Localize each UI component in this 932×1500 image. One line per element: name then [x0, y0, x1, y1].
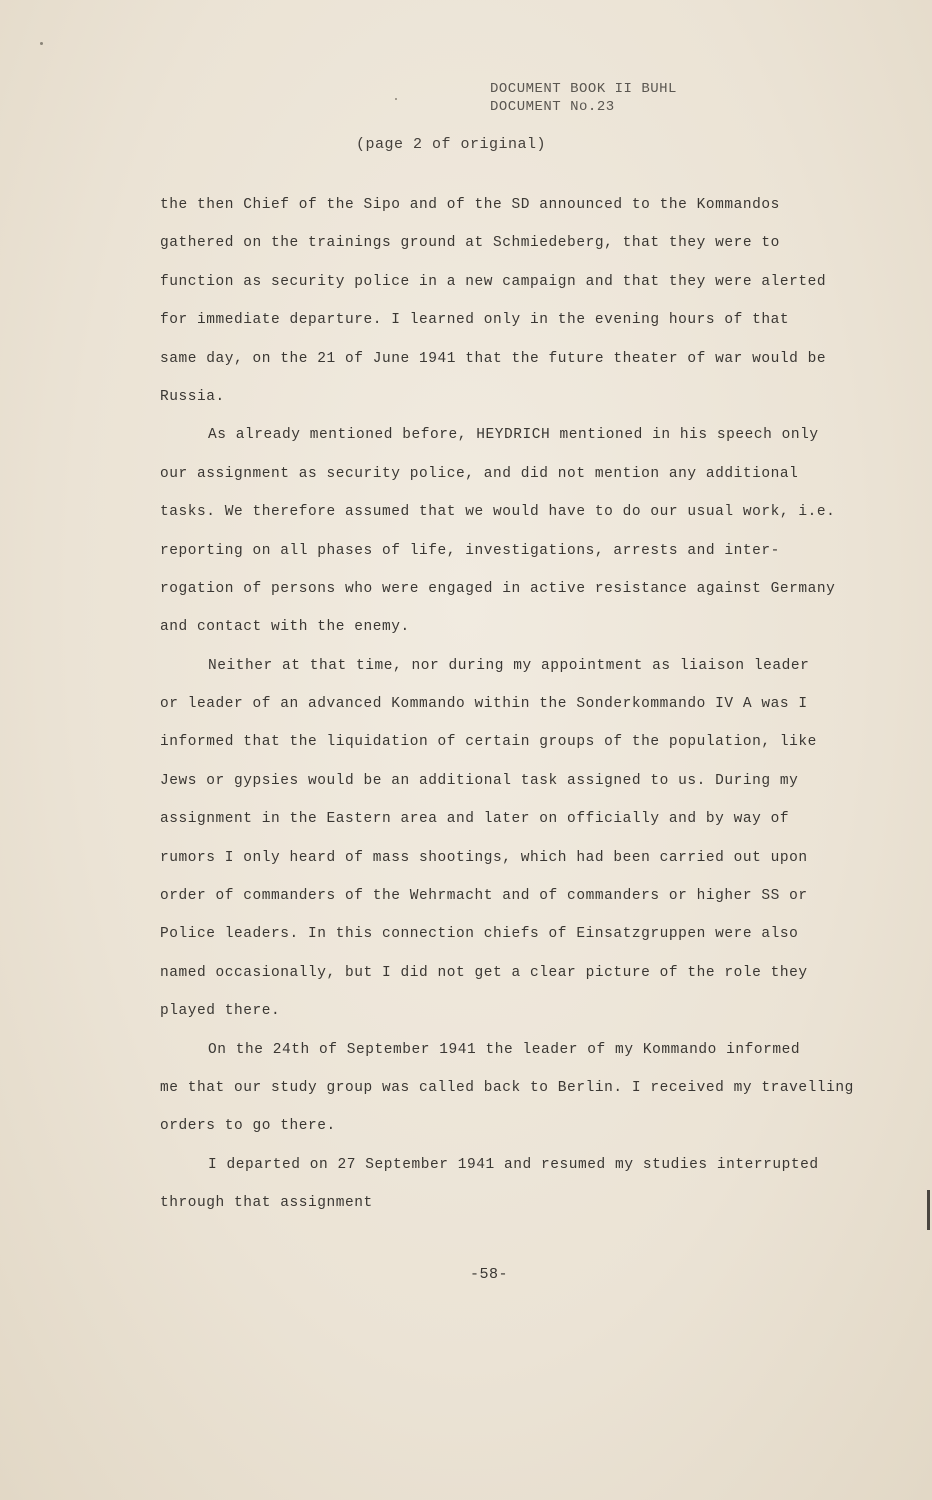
text-line: Neither at that time, nor during my appointment as liaison leader	[208, 657, 810, 674]
text-line: the then Chief of the Sipo and of the SD announced to the Kommandos	[160, 197, 780, 213]
text-line: informed that the liquidation of certain groups of the population, like	[160, 734, 817, 751]
text-line: or leader of an advanced Kommando within the Sonderkommando IV A was I	[160, 696, 808, 713]
document-header	[490, 80, 677, 116]
text-line: same day, on the 21 of June 1941 that the future theater of war would be	[160, 350, 827, 367]
text-line: reporting on all phases of life, investigations, arrests and inter-	[160, 542, 780, 559]
document-book-label: DOCUMENT BOOK II BUHL	[490, 81, 677, 97]
text-line: I departed on 27 September 1941 and resumed my studies interrupted	[208, 1156, 819, 1173]
text-line: our assignment as security police, and did not mention any additional	[160, 465, 799, 482]
paper-speck	[40, 42, 43, 45]
text-line: assignment in the Eastern area and later on officially and by way of	[160, 811, 790, 828]
text-line: and contact with the enemy.	[160, 619, 410, 636]
text-line: rumors I only heard of mass shootings, which had been carried out upon	[160, 849, 808, 866]
text-line: orders to go there.	[160, 1118, 336, 1135]
text-line: rogation of persons who were engaged in active resistance against Germany	[160, 580, 836, 597]
paper-speck	[395, 98, 397, 100]
text-line: As already mentioned before, HEYDRICH mentioned in his speech only	[208, 427, 819, 444]
page-number: -58-	[470, 1266, 509, 1283]
text-line: On the 24th of September 1941 the leader of my Kommando informed	[208, 1041, 801, 1058]
text-line: function as security police in a new campaign and that they were alerted	[160, 273, 827, 290]
document-number-label: DOCUMENT No.23	[490, 99, 615, 115]
text-line: gathered on the trainings ground at Schmiedeberg, that they were to	[160, 235, 780, 252]
text-line: Jews or gypsies would be an additional task assigned to us. During my	[160, 772, 799, 789]
text-line: through that assignment	[160, 1195, 373, 1212]
text-line: Russia.	[160, 388, 225, 405]
page-of-original-label: (page 2 of original)	[356, 136, 547, 153]
text-line: for immediate departure. I learned only in the evening hours of that	[160, 312, 790, 329]
text-line: me that our study group was called back to Berlin. I received my travelling	[160, 1079, 854, 1096]
text-line: Police leaders. In this connection chiefs of Einsatzgruppen were also	[160, 926, 799, 943]
document-body	[160, 186, 880, 1223]
text-line: named occasionally, but I did not get a clear picture of the role they	[160, 964, 808, 981]
text-line: tasks. We therefore assumed that we would have to do our usual work, i.e.	[160, 504, 836, 521]
edge-mark	[927, 1190, 930, 1230]
text-line: played there.	[160, 1003, 281, 1020]
text-line: order of commanders of the Wehrmacht and of commanders or higher SS or	[160, 888, 808, 905]
